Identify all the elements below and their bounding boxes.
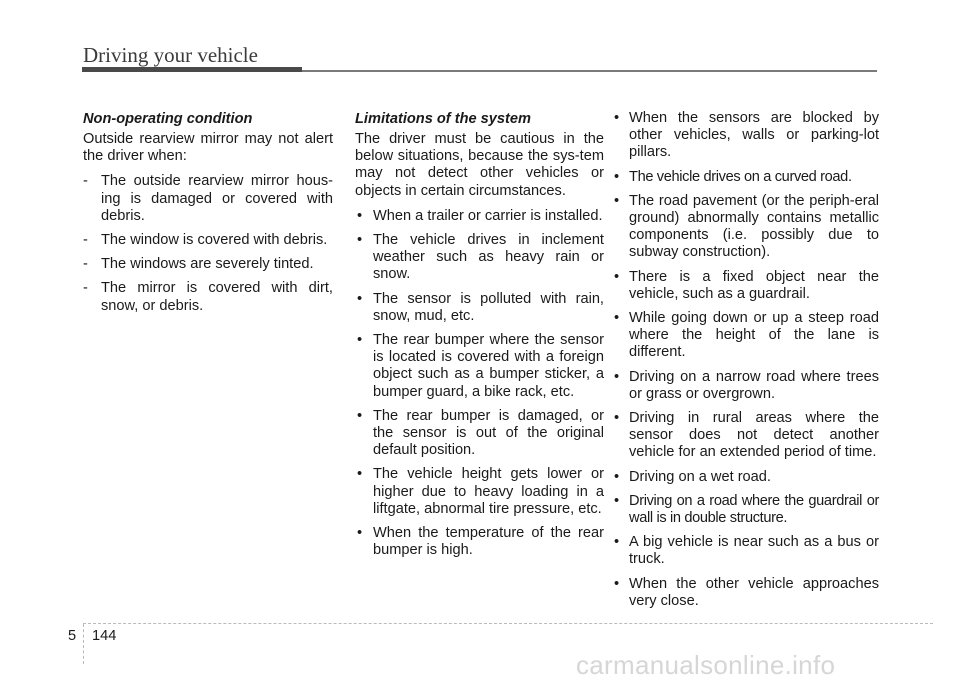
list-item: • The sensor is polluted with rain, snow, mud, etc. <box>357 290 604 324</box>
subsection-heading: Limitations of the system <box>355 111 531 127</box>
bullet-marker: • <box>357 332 363 349</box>
list-item: • When a trailer or carrier is installed. <box>357 207 603 224</box>
list-item: - The windows are severely tinted. <box>83 256 314 273</box>
list-item: • When the sensors are blocked by other vehicles, walls or parking-lot pillars. <box>614 110 879 161</box>
bullet-marker: • <box>614 468 620 485</box>
bullet-marker: • <box>614 410 620 427</box>
list-item: • When the temperature of the rear bumper is high. <box>357 525 604 559</box>
header-rule <box>302 70 877 72</box>
footer-rule <box>83 623 933 624</box>
intro-paragraph: The driver must be cautious in the below situations, because the sys-tem may not detect other vehicles or objects in certain circumstances. <box>355 131 604 199</box>
list-item: • When the other vehicle approaches very close. <box>614 575 879 609</box>
bullet-marker: • <box>614 492 619 509</box>
bullet-marker: • <box>614 192 620 209</box>
list-item: - The outside rearview mirror hous-ing is damaged or covered with debris. <box>83 173 333 224</box>
bullet-marker: • <box>614 575 620 592</box>
watermark: carmanualsonline.info <box>576 650 836 680</box>
list-item: • The vehicle drives on a curved road. <box>614 168 852 185</box>
bullet-marker: • <box>357 290 363 307</box>
column-limitations <box>355 110 604 566</box>
bullet-marker: • <box>614 168 619 185</box>
list-item: • The rear bumper where the sensor is located is covered with a foreign object such as a bumper sticker, a bumper guard, a bike rack, etc. <box>357 332 604 400</box>
dash-marker: - <box>83 173 88 190</box>
list-item: • The road pavement (or the periph-eral ground) abnormally contains metallic components (i.e. possibly due to subway construction). <box>614 192 879 261</box>
bullet-marker: • <box>614 310 620 327</box>
limitation-list <box>355 208 604 560</box>
list-item: • The vehicle drives in inclement weather such as heavy rain or snow. <box>357 232 604 283</box>
subsection-heading: Non-operating condition <box>83 111 253 127</box>
column-limitations-continued <box>609 110 879 617</box>
list-item: • A big vehicle is near such as a bus or truck. <box>614 534 879 568</box>
dash-marker: - <box>83 232 88 249</box>
list-item: • Driving in rural areas where the sensor does not detect another vehicle for an extended period of time. <box>614 410 879 461</box>
list-item: • The vehicle height gets lower or higher due to heavy loading in a liftgate, abnormal tire pressure, etc. <box>357 466 604 517</box>
list-item: • The rear bumper is damaged, or the sensor is out of the original default position. <box>357 407 604 459</box>
bullet-marker: • <box>614 110 620 126</box>
footer-divider <box>83 624 84 664</box>
chapter-number: 5 <box>68 628 77 644</box>
limitation-list-continued <box>609 110 879 610</box>
list-item: - The mirror is covered with dirt, snow, or debris. <box>83 280 333 314</box>
bullet-marker: • <box>357 466 363 483</box>
bullet-marker: • <box>357 525 363 542</box>
header-rule-accent <box>82 67 302 72</box>
bullet-marker: • <box>614 268 620 285</box>
bullet-marker: • <box>357 207 363 224</box>
list-item: • Driving on a narrow road where trees or grass or overgrown. <box>614 368 879 402</box>
intro-paragraph: Outside rearview mirror may not alert the driver when: <box>83 131 333 165</box>
page-number: 144 <box>92 628 117 644</box>
dash-marker: - <box>83 256 88 273</box>
list-item: • Driving on a road where the guardrail or wall is in double structure. <box>614 492 879 527</box>
list-item: • Driving on a wet road. <box>614 468 771 485</box>
column-non-operating <box>83 110 333 322</box>
bullet-marker: • <box>357 232 363 249</box>
bullet-marker: • <box>357 407 363 424</box>
bullet-marker: • <box>614 534 620 551</box>
list-item: - The window is covered with debris. <box>83 232 328 249</box>
section-title: Driving your vehicle <box>83 43 258 67</box>
bullet-marker: • <box>614 368 620 385</box>
dash-marker: - <box>83 280 88 297</box>
list-item: • There is a fixed object near the vehicle, such as a guardrail. <box>614 268 879 302</box>
condition-list <box>83 173 333 314</box>
list-item: • While going down or up a steep road where the height of the lane is different. <box>614 310 879 361</box>
